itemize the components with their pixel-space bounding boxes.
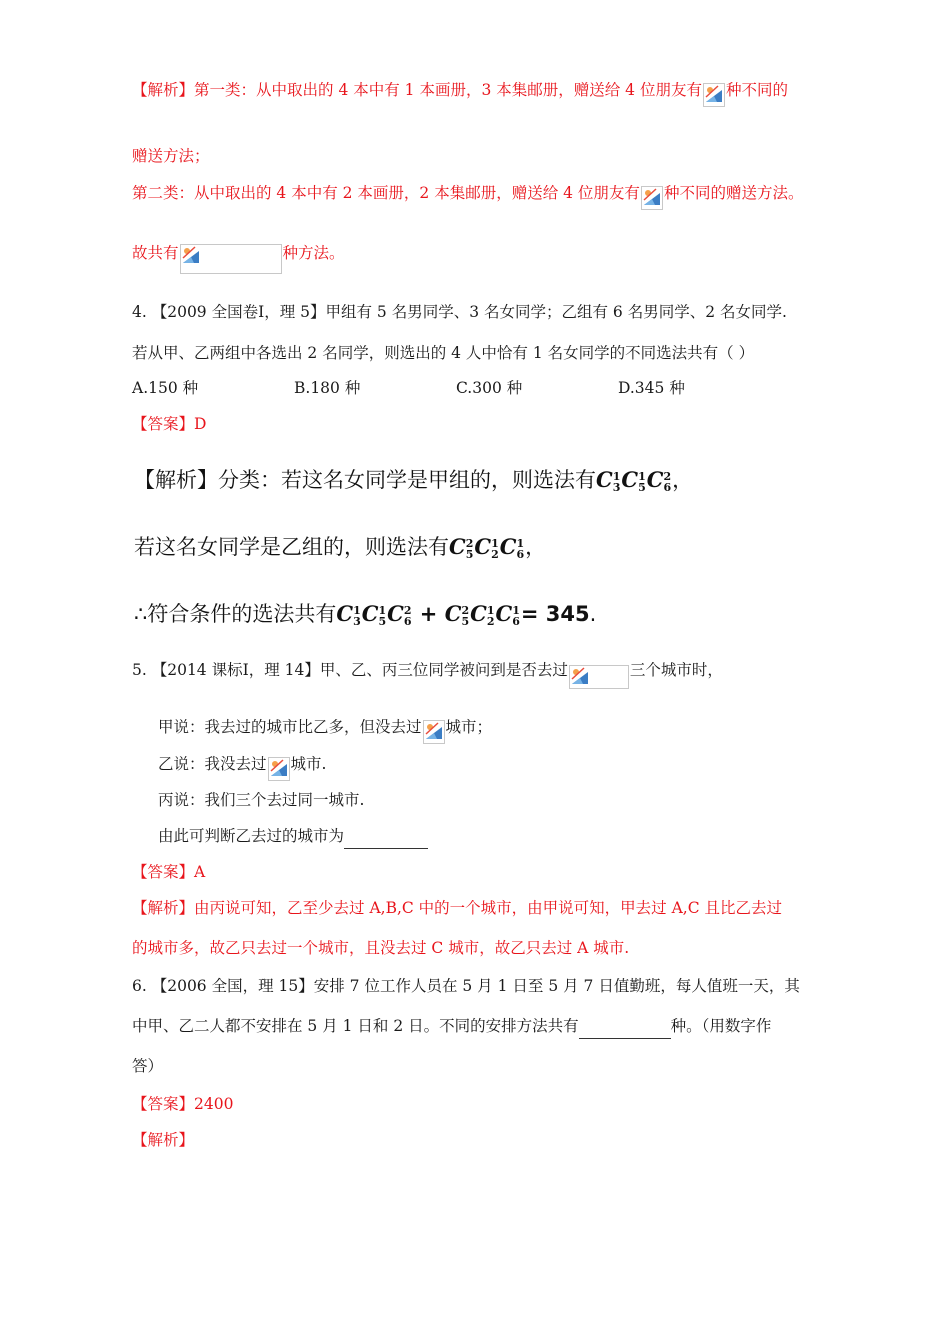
q5-analysis-line1: 【解析】由丙说可知，乙至少去过 A,B,C 中的一个城市，由甲说可知，甲去过 A,C 且比乙去过 bbox=[132, 899, 783, 917]
q6-stem-line3: 答） bbox=[132, 1057, 164, 1075]
q4-answer bbox=[132, 414, 206, 434]
broken-image-icon bbox=[268, 757, 290, 781]
q4-stem-line2: 若从甲、乙两组中各选出 2 名同学，则选出的 4 人中恰有 1 名女同学的不同选法共有（ ） bbox=[132, 344, 755, 362]
q6-analysis-tag: 【解析】 bbox=[132, 1131, 195, 1149]
q6-stem-line1: 6. 【2006 全国，理 15】安排 7 位工作人员在 5 月 1 日至 5 月 7 日值勤班，每人值班一天，其 bbox=[132, 977, 800, 995]
answer-tag: 【答案】 bbox=[132, 415, 195, 433]
q4-option-d: D.345 种 bbox=[618, 379, 685, 397]
q4-stem-line1: 4. 【2009 全国卷Ⅰ，理 5】甲组有 5 名男同学、3 名女同学；乙组有 6 名男同学、2 名女同学. bbox=[132, 303, 787, 321]
q4-solution-line2: 若这名女同学是乙组的，则选法有C 2 5 C 1 2 C 1 6 ， bbox=[134, 534, 547, 561]
q5-yi-statement: 乙说：我没去过 城市. bbox=[158, 754, 326, 781]
analysis-tag: 【解析】 bbox=[132, 899, 195, 917]
broken-image-icon bbox=[641, 186, 663, 210]
math-expression: C 2 5 C 1 2 C 1 6 bbox=[449, 534, 525, 561]
answer-tag: 【答案】 bbox=[132, 863, 195, 881]
q3-analysis-line1: 【解析】第一类：从中取出的 4 本中有 1 本画册，3 本集邮册，赠送给 4 位朋友有 种不同的 bbox=[132, 80, 788, 107]
q5-judge: 由此可判断乙去过的城市为 bbox=[158, 826, 428, 849]
answer-value: D bbox=[194, 415, 207, 433]
q5-answer bbox=[132, 862, 205, 882]
broken-image-icon bbox=[423, 720, 445, 744]
q6-answer bbox=[132, 1094, 233, 1114]
broken-image-icon bbox=[703, 83, 725, 107]
math-expression: C 1 3 C 1 5 C 2 6 + C 2 5 C 1 2 C 1 6 bbox=[336, 601, 520, 628]
answer-value: A bbox=[194, 863, 206, 881]
q3-analysis-line4: 故共有 种方法。 bbox=[132, 243, 345, 274]
q5-stem: 5. 【2014 课标Ⅰ，理 14】甲、乙、丙三位同学被问到是否去过 三个城市时， bbox=[132, 660, 723, 689]
broken-image-icon bbox=[180, 244, 282, 274]
answer-blank bbox=[344, 828, 428, 849]
q4-solution-line1: 【解析】分类：若这名女同学是甲组的，则选法有C 1 3 C 1 5 C 2 6 ， bbox=[134, 467, 694, 494]
analysis-tag: 【解析】 bbox=[132, 81, 195, 99]
q4-solution-line3: ∴符合条件的选法共有C 1 3 C 1 5 C 2 6 + C 2 5 C 1 2 C 1 6 = 345. bbox=[134, 601, 597, 628]
q5-bing-statement: 丙说：我们三个去过同一城市. bbox=[158, 791, 365, 809]
math-expression: C 1 3 C 1 5 C 2 6 bbox=[596, 467, 672, 494]
q5-analysis-line2: 的城市多，故乙只去过一个城市，且没去过 C 城市，故乙只去过 A 城市. bbox=[132, 939, 630, 957]
q6-stem-line2: 中甲、乙二人都不安排在 5 月 1 日和 2 日。不同的安排方法共有 种。（用数字作 bbox=[132, 1016, 771, 1039]
broken-image-icon bbox=[569, 665, 629, 689]
q3-analysis-line2: 赠送方法； bbox=[132, 147, 210, 165]
q3-analysis-line3: 第二类：从中取出的 4 本中有 2 本画册，2 本集邮册，赠送给 4 位朋友有 种不同的赠送方法。 bbox=[132, 183, 803, 210]
answer-blank bbox=[579, 1018, 671, 1039]
q4-option-c: C.300 种 bbox=[456, 379, 523, 397]
q4-option-b: B.180 种 bbox=[294, 379, 361, 397]
answer-tag: 【答案】 bbox=[132, 1095, 195, 1113]
answer-value: 2400 bbox=[194, 1095, 234, 1113]
q4-option-a: A.150 种 bbox=[132, 379, 199, 397]
q5-jia-statement: 甲说：我去过的城市比乙多，但没去过 城市； bbox=[158, 717, 492, 744]
